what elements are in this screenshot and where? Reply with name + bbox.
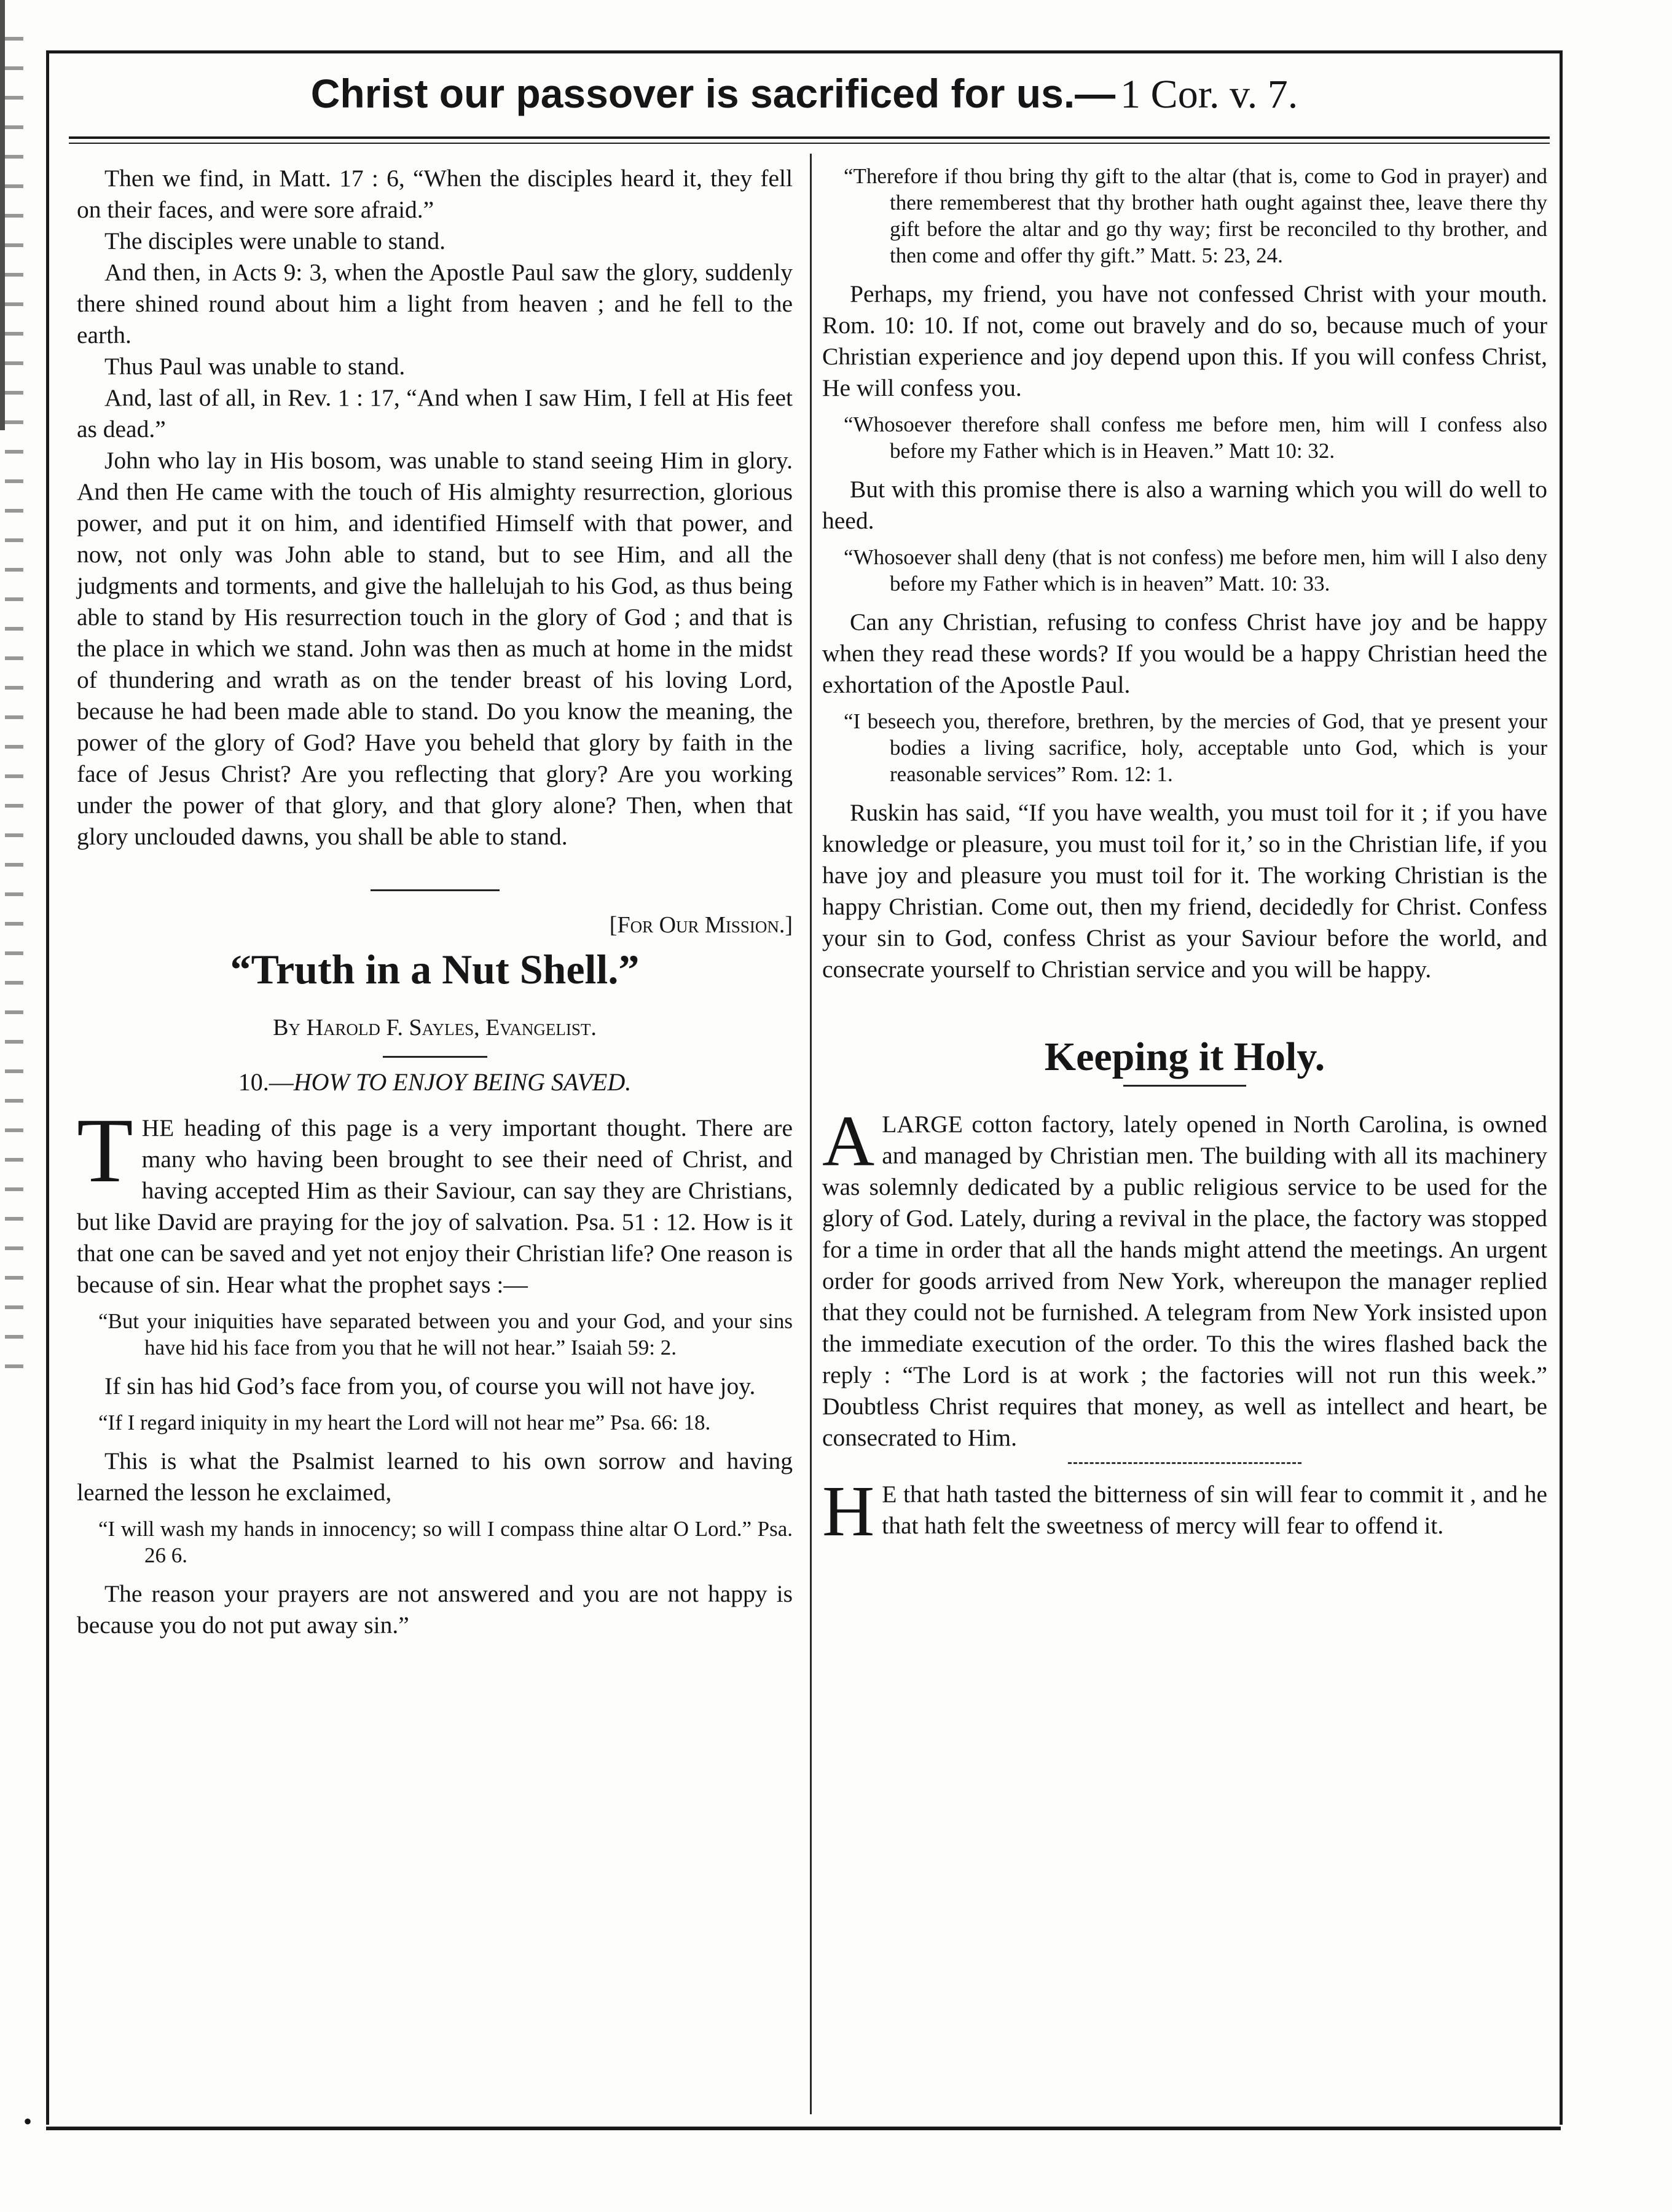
section-paragraph: ALARGE cotton factory, lately opened in North Carolina, is owned and managed by Christian men. The building with all its machinery was solemnly dedicated by a public religious service to be used for the glory of God. Lately, during a revival in the place, the factory was stopped for a time in order that all the hands might attend the meetings. An urgent order for goods arrived from New York, whereupon the manager replied that they could not be furnished. A telegram from New York insisted upon the immediate execution of the order. To this the wires flashed back the reply : “The Lord is at work ; the factories will not run this week.” Doubtless Christ requires that money, as well as intellect and heart, be consecrated to Him. (822, 1101, 1547, 1451)
left-column (77, 163, 793, 1641)
paragraph: Perhaps, my friend, you have not confessed Christ with your mouth. Rom. 10: 10. If not, come out bravely and do so, because much of your Christian experience and joy depend upon this. If you will confess Christ, He will confess you. (822, 280, 1547, 401)
byline-rule (383, 1056, 487, 1058)
drop-cap: T (77, 1100, 133, 1202)
paragraph: The disciples were unable to stand. (104, 227, 446, 254)
paragraph: Thus Paul was unable to stand. (104, 353, 406, 380)
for-mission-note: [For Our Mission.] (609, 912, 793, 938)
scripture-quote: “I will wash my hands in innocency; so will I compass thine altar O Lord.” Psa. 26 6. (98, 1517, 793, 1567)
scripture-quote: “If I regard iniquity in my heart the Lord will not hear me” Psa. 66: 18. (98, 1411, 711, 1435)
header-rule-thick (69, 136, 1550, 139)
paragraph: But with this promise there is also a warning which you will do well to heed. (822, 476, 1547, 534)
article-title: “Truth in a Nut Shell.” (230, 946, 640, 993)
section-title-rule (1123, 1085, 1246, 1087)
paragraph: Ruskin has said, “If you have wealth, you must toil for it ; if you have knowledge or pleasure, you must toil for it,’ so in the Christian life, if you have joy and pleasure you must toil for it. The working Christian is the happy Christian. Come out, then my friend, decidedly for Christ. Confess your sin to God, confess Christ as your Saviour before the world, and consecrate yourself to Christian service and you will be happy. (822, 799, 1547, 983)
paragraph: The reason your prayers are not answered and you are not happy is because you do not put away sin.” (77, 1580, 793, 1639)
right-column (822, 163, 1547, 1551)
header-verse: Christ our passover is sacrificed for us.— (310, 71, 1116, 116)
paragraph: Then we find, in Matt. 17 : 6, “When the disciples heard it, they fell on their faces, and were sore afraid.” (77, 165, 793, 223)
paragraph: John who lay in His bosom, was unable to stand seeing Him in glory. And then He came with the touch of His almighty resurrection, glorious power, and put it on him, and identified Himself with that power, and now, not only was John able to stand, but to see Him, and all the judgments and torments, and give the hallelujah to his God, as thus being able to stand by His resurrection touch in the glory of God ; and that is the place in which we stand. John was then as much at home in the midst of thundering and wrath as on the tender breast of his loving Lord, because he had been made able to stand. Do you know the meaning, the power of the glory of God? Have you beheld that glory by faith in the face of Jesus Christ? Are you reflecting that glory? Are you working under the power of that glory, and that glory alone? Then, when that glory unclouded dawns, you shall be able to stand. (77, 447, 793, 850)
article-subhead: 10.—HOW TO ENJOY BEING SAVED. (238, 1068, 632, 1096)
section-title: Keeping it Holy. (1044, 1034, 1325, 1079)
section-divider (1068, 1462, 1301, 1464)
section-divider (371, 889, 500, 891)
closing-paragraph: H E that hath tasted the bitterness of sin will fear to commit it , and he that hath felt the sweetness of mercy will fear to offend it. (822, 1471, 1547, 1551)
scripture-quote: “Therefore if thou bring thy gift to the altar (that is, come to God in prayer) and there rememberest that thy brother hath ought against thee, leave there thy gift before the altar and go thy way; first be reconciled to thy brother, and then come and offer thy gift.” Matt. 5: 23, 24. (844, 164, 1547, 267)
paragraph: And then, in Acts 9: 3, when the Apostle Paul saw the glory, suddenly there shined round about him a light from heaven ; and he fell to the earth. (77, 259, 793, 348)
header-rule-thin (69, 143, 1550, 144)
paragraph: Can any Christian, refusing to confess Christ have joy and be happy when they read these words? If you would be a happy Christian heed the exhortation of the Apostle Paul. (822, 608, 1547, 698)
drop-cap: A (822, 1101, 875, 1181)
margin-marks (5, 37, 23, 1389)
paragraph: This is what the Psalmist learned to his own sorrow and having learned the lesson he exclaimed, (77, 1447, 793, 1506)
paragraph: And, last of all, in Rev. 1 : 17, “And when I saw Him, I fell at His feet as dead.” (77, 384, 793, 443)
scripture-quote: “I beseech you, therefore, brethren, by the mercies of God, that ye present your bodies a living sacrifice, holy, acceptable unto God, which is your reasonable services” Rom. 12: 1. (844, 709, 1547, 786)
scripture-quote: “Whosoever shall deny (that is not confess) me before men, him will I also deny before my Father which is in heaven” Matt. 10: 33. (844, 545, 1547, 596)
scripture-quote: “Whosoever therefore shall confess me before men, him will I confess also before my Father which is in Heaven.” Matt 10: 32. (844, 412, 1547, 463)
bottom-rule (46, 2127, 1561, 2130)
column-separator (810, 154, 812, 2114)
byline: By Harold F. Sayles, Evangelist. (273, 1015, 597, 1041)
page-edge-shadow (0, 0, 5, 430)
page-header (49, 58, 1560, 129)
article-opening: THE heading of this page is a very important thought. There are many who having been brought to see their need of Christ, and having accepted Him as their Saviour, can say they are Christians, but like David are praying for the joy of salvation. Psa. 51 : 12. How is it that one can be saved and yet not enjoy their Christian life? One reason is because of sin. Hear what the prophet says :— (77, 1100, 793, 1298)
drop-cap: H (822, 1471, 875, 1551)
margin-bullet: • (23, 2108, 33, 2135)
paragraph: If sin has hid God’s face from you, of course you will not have joy. (104, 1372, 756, 1399)
scripture-quote: “But your iniquities have separated between you and your God, and your sins have hid his face from you that he will not hear.” Isaiah 59: 2. (98, 1309, 793, 1360)
header-reference: 1 Cor. v. 7. (1120, 72, 1298, 117)
